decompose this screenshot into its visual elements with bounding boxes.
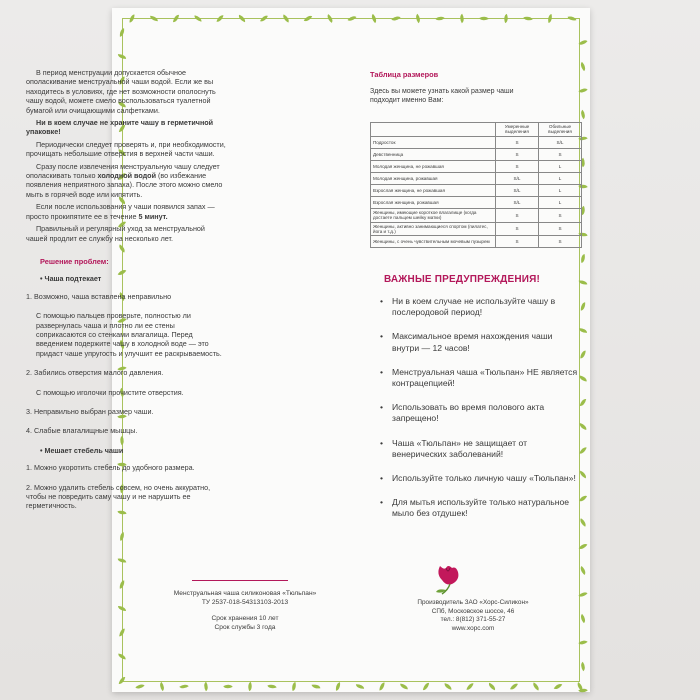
size-table-row — [371, 236, 582, 248]
size-table-header — [370, 70, 566, 105]
solve-problems-title: Решение проблем: — [40, 256, 109, 266]
warning-item — [380, 296, 580, 318]
size-table-row — [371, 222, 582, 236]
size-row-label: Девственница — [371, 148, 496, 160]
warning-text: Для мытья используйте только натуральное мыло без отдушек! — [392, 497, 570, 519]
leak-item-1-text: С помощью пальцев проверьте, полностью ли развернулась чаша и плотно ли ее стены соприкасаются со стенками влагалища. Перед введением подержите чашу в холодной воде — это придаст чаше упругость и улучшит ее раскрываемость. — [36, 311, 222, 358]
paragraph-storage-warning: Ни в коем случае не храните чашу в герметичной упаковке! — [26, 118, 214, 137]
size-row-label: Взрослая женщина, не рожавшая — [371, 184, 496, 196]
leak-item-4: 4. Слабые влагалищные мышцы. — [26, 426, 138, 436]
warning-item — [380, 331, 580, 353]
size-row-label: Женщины, с очень чувствительным мочевым пузырем — [371, 236, 496, 248]
size-table-row — [371, 196, 582, 208]
size-moderate-cell: S — [496, 236, 539, 248]
leak-item-1: 1. Возможно, чаша вставлена неправильно — [26, 291, 172, 301]
product-standard: ТУ 2537-018-54313103-2013 — [201, 598, 289, 606]
size-row-label: Молодая женщина, не рожавшая — [371, 160, 496, 172]
size-moderate-cell: S — [496, 160, 539, 172]
size-moderate-cell: S/L — [496, 172, 539, 184]
size-heavy-cell: S — [539, 148, 582, 160]
warnings-title: ВАЖНЫЕ ПРЕДУПРЕЖДЕНИЯ! — [383, 274, 541, 285]
size-moderate-cell: S — [496, 208, 539, 222]
size-moderate-cell: S — [496, 148, 539, 160]
warning-text: Максимальное время нахождения чаши внутри — 12 часов! — [392, 331, 553, 353]
warning-text: Чаша «Тюльпан» не защищает от венерических заболеваний! — [392, 437, 528, 459]
size-row-label: Женщины, активно занимающиеся спортом (пилатес, йога и т.д.) — [371, 222, 496, 236]
warnings-list — [380, 296, 580, 533]
size-moderate-cell: S/L — [496, 196, 539, 208]
manufacturer-website: www.xopc.com — [451, 624, 495, 632]
bullet-icon: • — [380, 473, 384, 484]
paragraph-smell — [26, 202, 226, 221]
manufacturer-phone: тел.: 8(812) 371-55-27 — [440, 616, 506, 624]
col-heavy: Обильные выделения — [539, 123, 582, 137]
size-table-row — [371, 160, 582, 172]
size-row-label: Женщины, имеющие короткое влагалище (когда достаете пальцем шейку матки) — [371, 208, 496, 222]
footer-divider — [192, 580, 288, 581]
size-table-subtitle: Здесь вы можете узнать какой размер чаши подходит именно Вам: — [370, 88, 514, 104]
col-moderate: Умеренные выделения — [496, 123, 539, 137]
cold-water-text: Сразу после извлечения менструальную чашу следует ополаскивать только — [26, 161, 220, 181]
service-life: Срок службы 3 года — [214, 623, 276, 631]
size-row-label: Взрослая женщина, рожавшая — [371, 196, 496, 208]
product-name: Менструальная чаша силиконовая «Тюльпан» — [173, 590, 317, 597]
size-moderate-cell: S — [496, 222, 539, 236]
bullet-icon: • — [380, 331, 384, 342]
bullet-icon: • — [380, 402, 384, 413]
storage-life: Срок хранения 10 лет — [211, 615, 279, 623]
bullet-icon: • — [380, 437, 384, 448]
paragraph-rinse: В период менструации допускается обычное ополаскивание менструальной чаши водой. Если же вы находитесь в условиях, где нет возможности ополоснуть чашу водой, можете смело воспользоваться туалетной бумагой или очищающими салфетками. — [26, 68, 216, 115]
warning-item — [380, 438, 580, 460]
warning-item — [380, 497, 580, 519]
paragraph-care: Правильный и регулярный уход за менструальной чашей продлит ее службу на несколько лет. — [26, 224, 205, 243]
size-table-row — [371, 172, 582, 184]
size-heavy-cell: L — [539, 196, 582, 208]
warning-text: Ни в коем случае не используйте чашу в послеродовой период! — [392, 296, 556, 318]
product-footer — [150, 590, 340, 632]
left-column — [26, 68, 226, 521]
tulip-logo — [428, 560, 468, 596]
manufacturer-address: СПб, Московское шоссе, 46 — [431, 607, 515, 615]
warning-item — [380, 402, 580, 424]
warning-text: Используйте только личную чашу «Тюльпан»! — [392, 473, 576, 484]
size-table-row — [371, 184, 582, 196]
size-moderate-cell: S — [496, 136, 539, 148]
smell-text: Если после использования у чаши появился запах — просто прокипятите ее в течение — [26, 202, 215, 221]
size-moderate-cell: S/L — [496, 184, 539, 196]
size-row-label: Молодая женщина, рожавшая — [371, 172, 496, 184]
manufacturer-name: Производитель ЗАО «Хорс-Силикон» — [417, 599, 529, 606]
size-table-row — [371, 136, 582, 148]
size-table-head-row — [371, 123, 582, 137]
size-heavy-cell: S/L — [539, 136, 582, 148]
paragraph-cold-water — [26, 162, 226, 200]
size-heavy-cell: S — [539, 236, 582, 248]
warning-text: Менструальная чаша «Тюльпан» НЕ является контрацепцией! — [392, 366, 578, 389]
size-heavy-cell: S — [539, 222, 582, 236]
cold-water-rest: (во избежание появления неприятного запаха). После этого можно смело мыть в горячей воде или кипятить. — [26, 171, 223, 199]
leak-item-2-text: С помощью иголочки прочистите отверстия. — [36, 387, 184, 397]
size-table-row — [371, 148, 582, 160]
warning-text: Использовать во время полового акта запрещено! — [392, 402, 545, 424]
bullet-icon: • — [380, 296, 384, 306]
manufacturer-info — [398, 599, 548, 633]
size-heavy-cell: L — [539, 184, 582, 196]
cold-water-bold: холодной водой — [97, 171, 156, 181]
size-table-row — [371, 208, 582, 222]
size-table — [370, 122, 582, 248]
stem-item-2: 2. Можно удалить стебель совсем, но очень аккуратно, чтобы не повредить саму чашу и не нарушить ее герметичность. — [26, 482, 211, 511]
leak-title: • Чаша подтекает — [40, 274, 102, 284]
size-row-label: Подросток — [371, 136, 496, 148]
bullet-icon: • — [380, 497, 384, 508]
leak-item-3: 3. Неправильно выбран размер чаши. — [26, 406, 154, 416]
stem-item-1: 1. Можно укоротить стебель до удобного размера. — [26, 463, 195, 473]
warning-item — [380, 367, 580, 389]
size-heavy-cell: L — [539, 172, 582, 184]
size-heavy-cell: L — [539, 160, 582, 172]
bullet-icon: • — [380, 366, 384, 377]
warning-item — [380, 473, 580, 484]
paragraph-check-holes: Периодически следует проверять и, при необходимости, прочищать небольшие отверстия в верхней части чаши. — [26, 139, 226, 159]
size-table-corner — [371, 123, 496, 137]
smell-bold: 5 минут. — [138, 211, 168, 221]
leak-item-2: 2. Забились отверстия малого давления. — [26, 368, 164, 378]
size-table-title: Таблица размеров — [370, 70, 439, 79]
size-heavy-cell: S — [539, 208, 582, 222]
stem-title: • Мешает стебель чаши — [40, 445, 124, 455]
